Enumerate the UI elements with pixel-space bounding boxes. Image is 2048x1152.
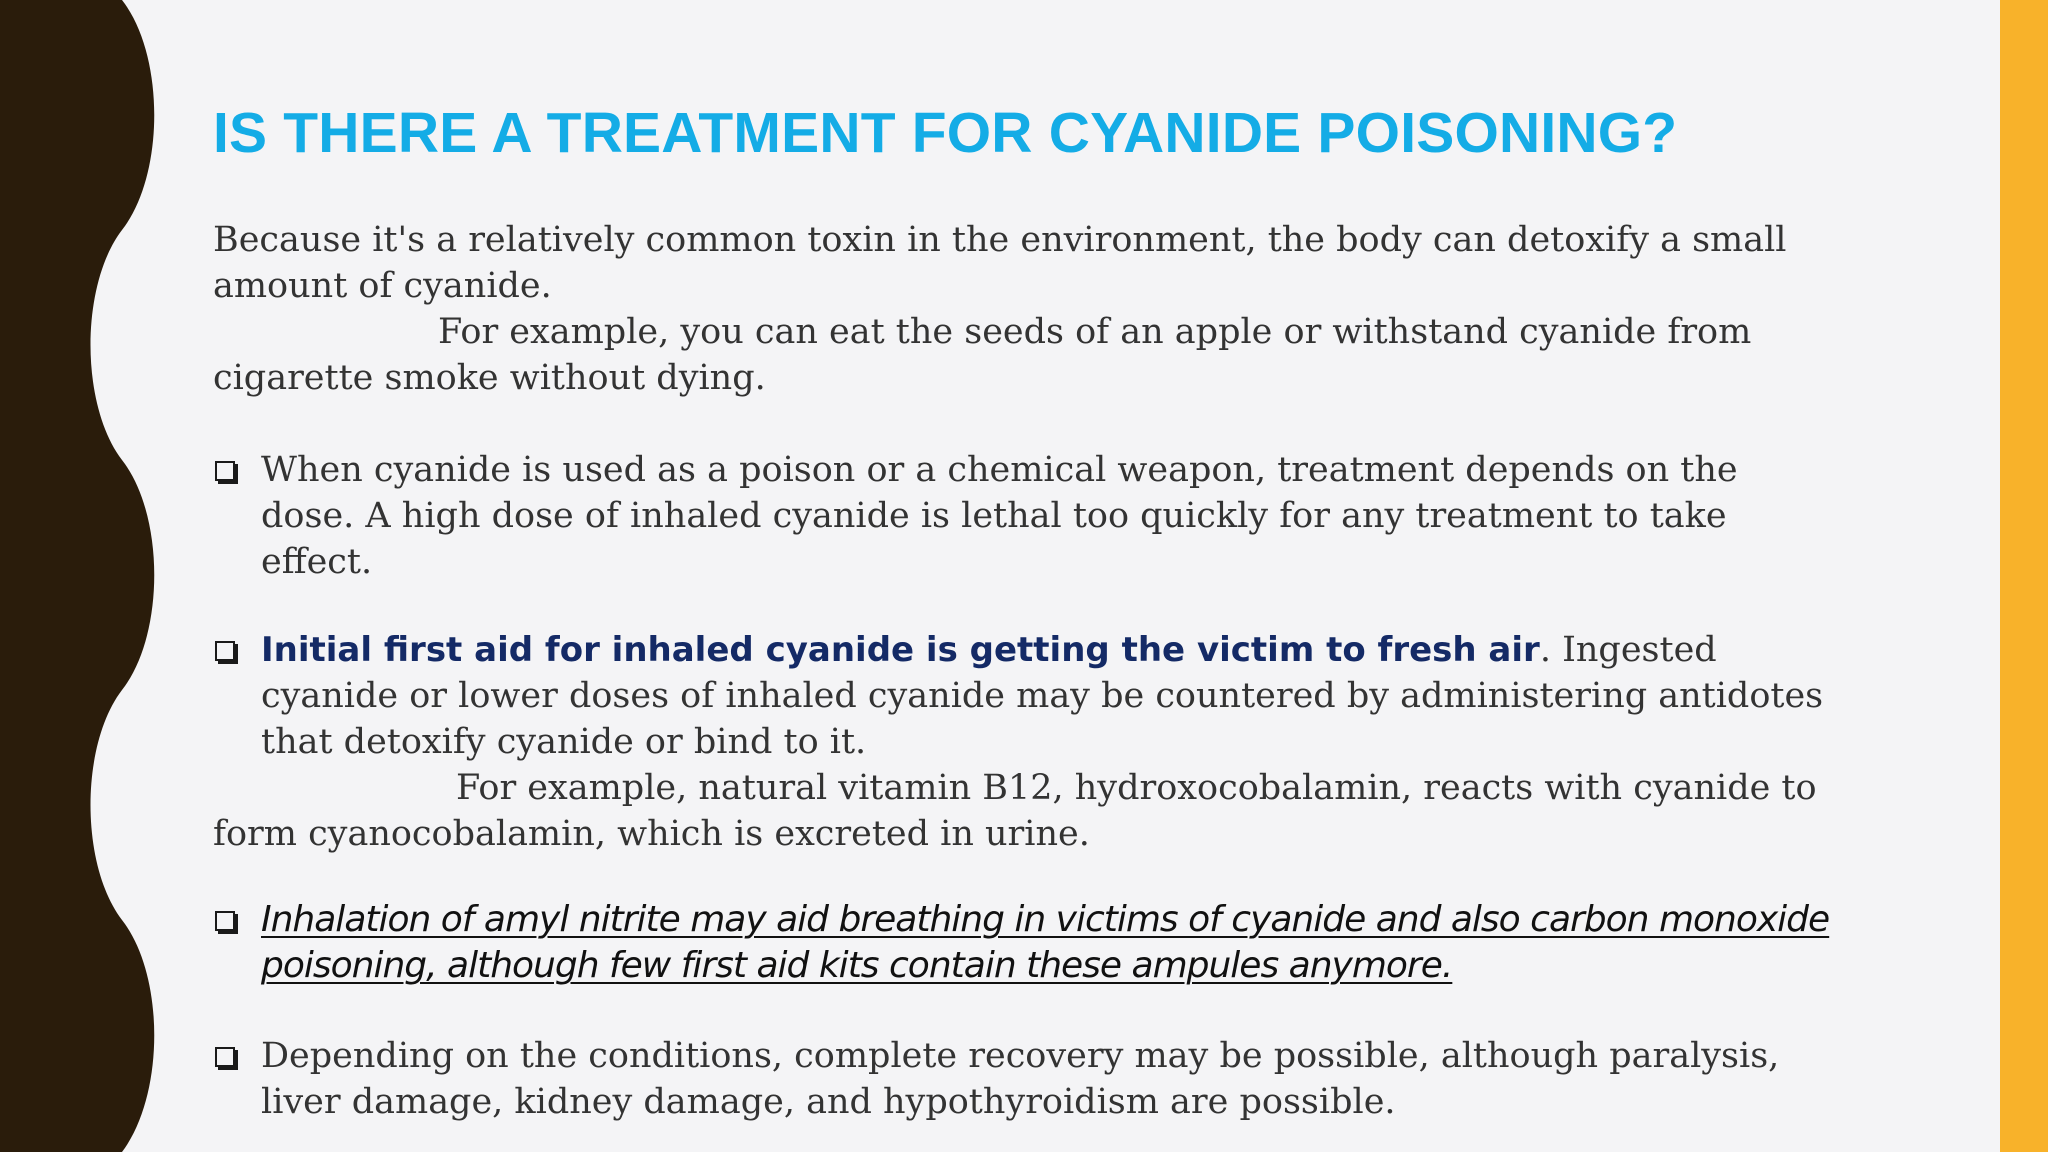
- checkbox-bullet-icon: [215, 461, 235, 481]
- intro-example: For example, you can eat the seeds of an apple or withstand cyanide from cigarette smoke without dying.: [213, 312, 1752, 398]
- bullet-item: [213, 1033, 1833, 1125]
- slide-body: [213, 217, 1833, 1125]
- checkbox-bullet-icon: [215, 641, 235, 661]
- bullet-item: [213, 897, 1833, 989]
- checkbox-bullet-icon: [215, 911, 235, 931]
- intro-paragraph: Because it's a relatively common toxin in the environment, the body can detoxify a small amount of cyanide.: [213, 220, 1787, 306]
- decorative-wavy-band: [0, 0, 160, 1152]
- checkbox-bullet-icon: [215, 1047, 235, 1067]
- slide-title: IS THERE A TREATMENT FOR CYANIDE POISONING?: [213, 101, 1678, 165]
- bullet-text: . Ingested cyanide or lower doses of inhaled cyanide may be countered by administering antidotes that detoxify cyanide or bind to it.: [261, 630, 1824, 762]
- example-paragraph: For example, natural vitamin B12, hydroxocobalamin, reacts with cyanide to form cyanocobalamin, which is excreted in urine.: [213, 768, 1817, 854]
- bullet-item: [213, 627, 1833, 765]
- bullet-emphasis: Initial first aid for inhaled cyanide is getting the victim to fresh air: [261, 630, 1540, 670]
- bullet-item: [213, 447, 1833, 585]
- decorative-accent-bar: [2000, 0, 2048, 1152]
- bullet-text: Depending on the conditions, complete recovery may be possible, although paralysis, liver damage, kidney damage, and hypothyroidism are possible.: [261, 1036, 1780, 1122]
- bullet-text: Inhalation of amyl nitrite may aid breathing in victims of cyanide and also carbon monoxide poisoning, although few first aid kits contain these ampules anymore.: [261, 899, 1830, 986]
- bullet-text: When cyanide is used as a poison or a chemical weapon, treatment depends on the dose. A high dose of inhaled cyanide is lethal too quickly for any treatment to take effect.: [261, 450, 1738, 582]
